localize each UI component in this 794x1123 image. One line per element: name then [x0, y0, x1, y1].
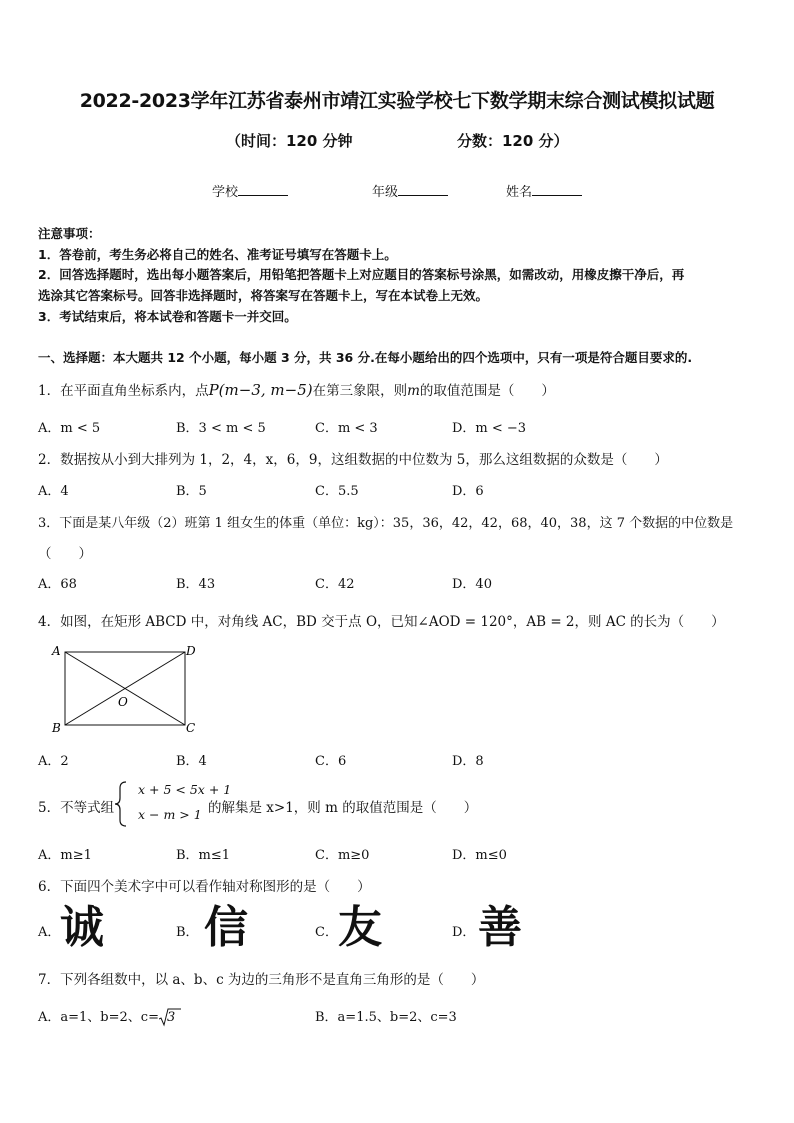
- q6-option-a-label: A．: [38, 925, 61, 940]
- q2-option-b: B．5: [176, 484, 207, 499]
- q7-option-a: [38, 1006, 175, 1025]
- question-1: [38, 379, 555, 399]
- q6-option-b-label: B．: [176, 925, 199, 940]
- grade-blank: [398, 183, 448, 196]
- sqrt-sign: [159, 1008, 181, 1028]
- q1-text-a: 1．在平面直角坐标系内，点: [38, 383, 209, 399]
- q5-option-a: A．m≥1: [38, 848, 92, 863]
- question-3-paren: （ ）: [38, 546, 92, 562]
- q6-option-d-label: D．: [452, 925, 476, 940]
- question-5-lead: 5．不等式组: [38, 800, 115, 816]
- system-brace: [114, 780, 128, 828]
- q2-option-a: A．4: [38, 484, 69, 499]
- q4-option-a: A．2: [38, 754, 69, 769]
- name-blank: [532, 183, 582, 196]
- sqrt-radicand: 3: [166, 1010, 176, 1025]
- rectangle-figure: [48, 643, 208, 738]
- q1-point: P(m−3, m−5): [208, 381, 313, 399]
- label-o: O: [118, 695, 128, 709]
- q1-option-b: B．3 < m < 5: [176, 421, 266, 436]
- section-heading: 一、选择题：本大题共 12 个小题，每小题 3 分，共 36 分.在每小题给出的四个选项中，只有一项是符合题目要求的.: [38, 350, 693, 365]
- q5-option-b: B．m≤1: [176, 848, 231, 863]
- q7-option-b: B．a=1.5、b=2、c=3: [315, 1010, 457, 1025]
- inequality-2: x − m > 1: [138, 807, 202, 822]
- note-2a: 2．回答选择题时，选出每小题答案后，用铅笔把答题卡上对应题目的答案标号涂黑，如需改动，用橡皮擦干净后，再: [38, 267, 685, 282]
- q2-option-c: C．5.5: [315, 484, 359, 499]
- notes-heading: 注意事项：: [38, 226, 101, 241]
- q1-option-d: D．m < −3: [452, 421, 527, 436]
- q1-text-b: 在第三象限，则: [312, 383, 408, 399]
- note-1: 1．答卷前，考生务必将自己的姓名、准考证号填写在答题卡上。: [38, 247, 397, 262]
- label-c: C: [186, 721, 196, 735]
- q4-option-b: B．4: [176, 754, 207, 769]
- art-char-xin: 信: [204, 902, 248, 953]
- art-char-shan: 善: [478, 902, 522, 953]
- q2-option-d: D．6: [452, 484, 484, 499]
- grade-label: 年级: [372, 185, 399, 200]
- sqrt-expression: [159, 1010, 175, 1025]
- q5-option-c: C．m≥0: [315, 848, 370, 863]
- name-field: [506, 181, 582, 200]
- school-blank: [238, 183, 288, 196]
- label-d: D: [186, 644, 196, 658]
- art-char-cheng: 诚: [60, 902, 104, 953]
- q1-text-c: 的取值范围是（ ）: [419, 383, 555, 399]
- exam-title: 2022-2023学年江苏省泰州市靖江实验学校七下数学期末综合测试模拟试题: [79, 90, 715, 112]
- grade-field: [372, 181, 448, 200]
- q3-option-d: D．40: [452, 577, 492, 592]
- q1-var: m: [407, 383, 420, 399]
- note-2b: 选涂其它答案标号。回答非选择题时，将答案写在答题卡上，写在本试卷上无效。: [38, 288, 489, 303]
- q1-option-a: A．m < 5: [38, 421, 101, 436]
- q1-option-c: C．m < 3: [315, 421, 378, 436]
- q3-option-a: A．68: [38, 577, 77, 592]
- question-6: 6．下面四个美术字中可以看作轴对称图形的是（ ）: [38, 879, 371, 895]
- question-3: 3．下面是某八年级（2）班第 1 组女生的体重（单位：kg）：35，36，42，42，68，40，38，这 7 个数据的中位数是: [38, 516, 734, 531]
- art-char-you: 友: [338, 902, 382, 953]
- q3-option-b: B．43: [176, 577, 216, 592]
- question-4: 4．如图，在矩形 ABCD 中，对角线 AC，BD 交于点 O，已知∠AOD = 120°，AB = 2，则 AC 的长为（ ）: [38, 614, 725, 630]
- label-b: B: [52, 721, 61, 735]
- exam-score: 分数：120 分）: [457, 132, 569, 150]
- q6-option-c-label: C．: [315, 925, 338, 940]
- name-label: 姓名: [506, 185, 533, 200]
- label-a: A: [52, 644, 61, 658]
- q4-option-c: C．6: [315, 754, 347, 769]
- q3-option-c: C．42: [315, 577, 355, 592]
- exam-time: （时间：120 分钟: [226, 132, 353, 150]
- school-label: 学校: [212, 185, 239, 200]
- school-field: [212, 181, 288, 200]
- q7-option-a-text: A．a=1、b=2、c=: [38, 1010, 159, 1025]
- q5-option-d: D．m≤0: [452, 848, 507, 863]
- question-5-tail: 的解集是 x>1，则 m 的取值范围是（ ）: [208, 800, 478, 816]
- question-7: 7．下列各组数中，以 a、b、c 为边的三角形不是直角三角形的是（ ）: [38, 972, 485, 988]
- note-3: 3．考试结束后，将本试卷和答题卡一并交回。: [38, 309, 297, 324]
- q4-option-d: D．8: [452, 754, 484, 769]
- inequality-1: x + 5 < 5x + 1: [138, 782, 232, 797]
- question-2: 2．数据按从小到大排列为 1，2，4，x，6，9，这组数据的中位数为 5，那么这组数据的众数是（ ）: [38, 452, 668, 468]
